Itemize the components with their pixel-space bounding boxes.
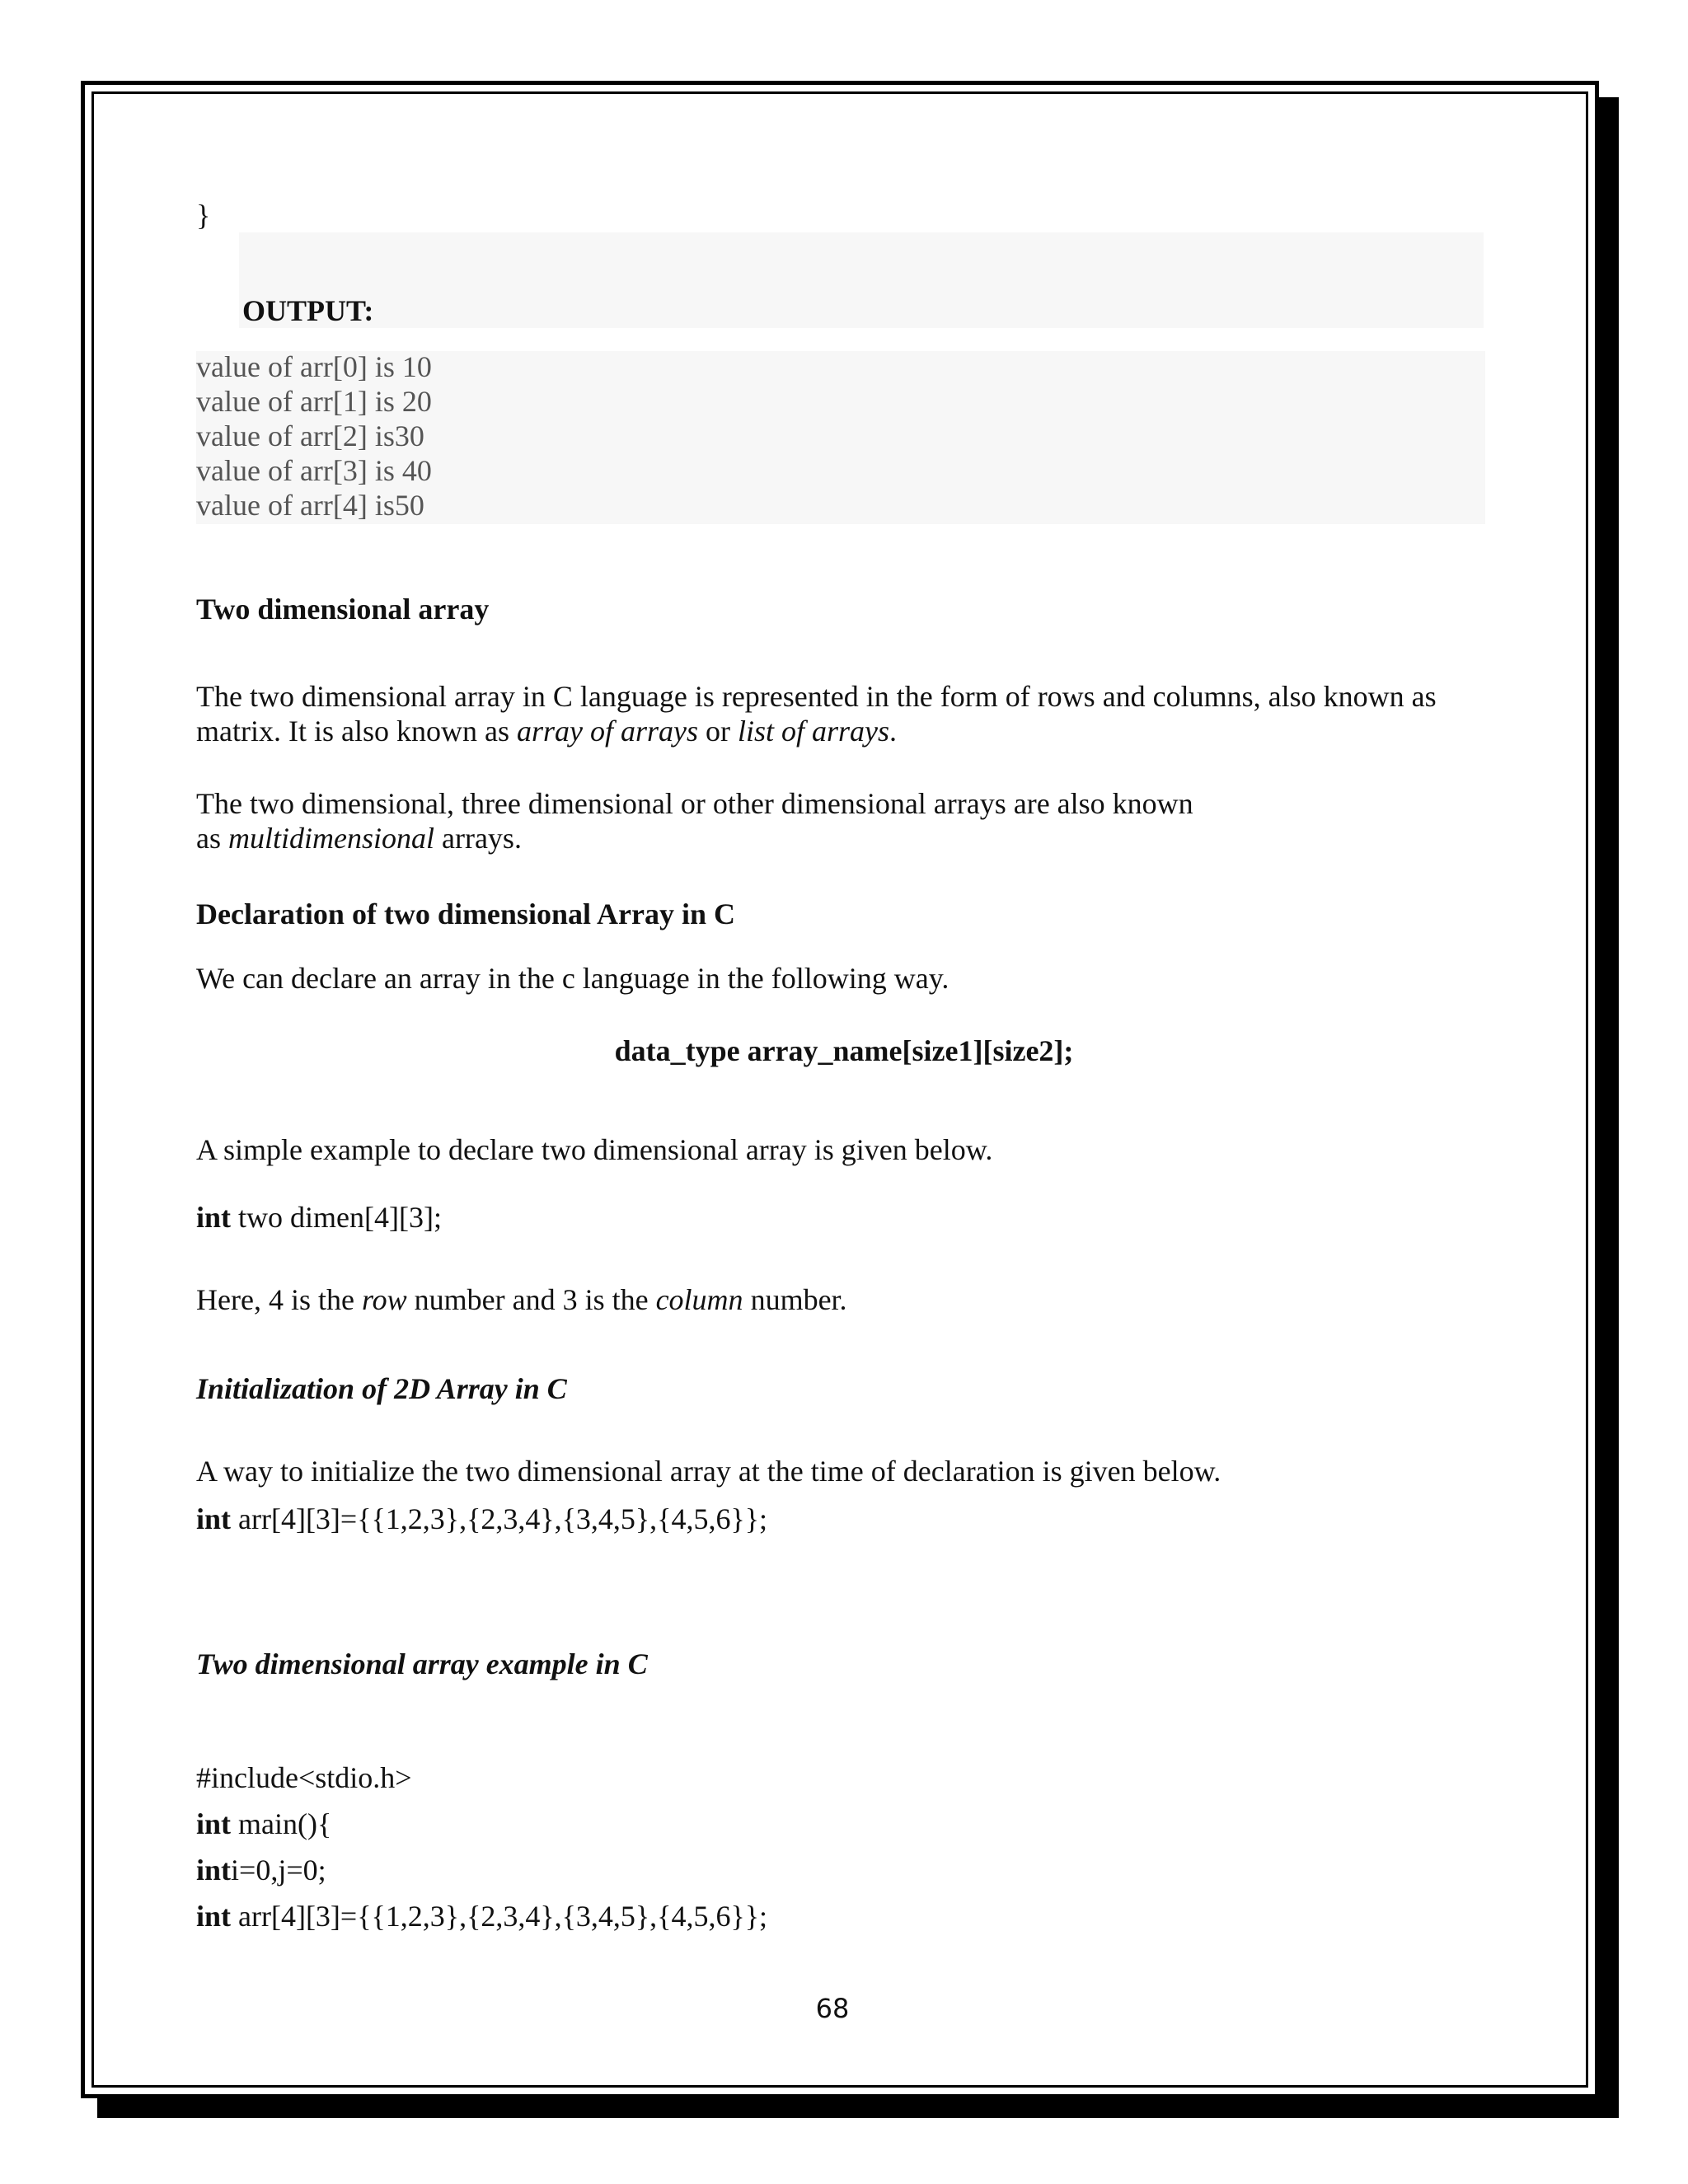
output-line: value of arr[1] is 20 (196, 385, 432, 418)
section-heading-declaration: Declaration of two dimensional Array in C (196, 898, 735, 930)
section-heading-initialization: Initialization of 2D Array in C (196, 1372, 567, 1405)
paragraph-line: Here, 4 is the row number and 3 is the column number. (196, 1283, 847, 1316)
code-line: int arr[4][3]={{1,2,3},{2,3,4},{3,4,5},{4,5,6}}; (196, 1900, 768, 1933)
paragraph-line: matrix. It is also known as array of arrays or list of arrays. (196, 715, 897, 748)
paragraph-line: A simple example to declare two dimensional array is given below. (196, 1133, 993, 1166)
section-heading-example: Two dimensional array example in C (196, 1647, 648, 1680)
paragraph-line: We can declare an array in the c language in the following way. (196, 962, 950, 995)
code-background-top (239, 232, 1484, 328)
code-line: #include<stdio.h> (196, 1761, 412, 1794)
paragraph-line: A way to initialize the two dimensional array at the time of declaration is given below. (196, 1455, 1221, 1488)
code-line: int two dimen[4][3]; (196, 1201, 442, 1234)
output-line: value of arr[2] is30 (196, 419, 424, 452)
paragraph-line: as multidimensional arrays. (196, 822, 522, 855)
closing-brace: } (196, 199, 211, 232)
output-line: value of arr[3] is 40 (196, 454, 432, 487)
page-number: 68 (815, 1993, 850, 2024)
code-line: inti=0,j=0; (196, 1854, 326, 1886)
paragraph-line: The two dimensional, three dimensional or other dimensional arrays are also known (196, 787, 1193, 820)
code-line: int main(){ (196, 1807, 332, 1840)
paragraph-line: The two dimensional array in C language is represented in the form of rows and columns, also known as (196, 680, 1437, 713)
output-line: value of arr[0] is 10 (196, 350, 432, 383)
output-line: value of arr[4] is50 (196, 489, 424, 522)
code-line: int arr[4][3]={{1,2,3},{2,3,4},{3,4,5},{4,5,6}}; (196, 1502, 768, 1535)
output-heading: OUTPUT: (242, 294, 374, 327)
section-heading-two-dimensional: Two dimensional array (196, 593, 490, 626)
syntax-line: data_type array_name[size1][size2]; (614, 1034, 1074, 1067)
